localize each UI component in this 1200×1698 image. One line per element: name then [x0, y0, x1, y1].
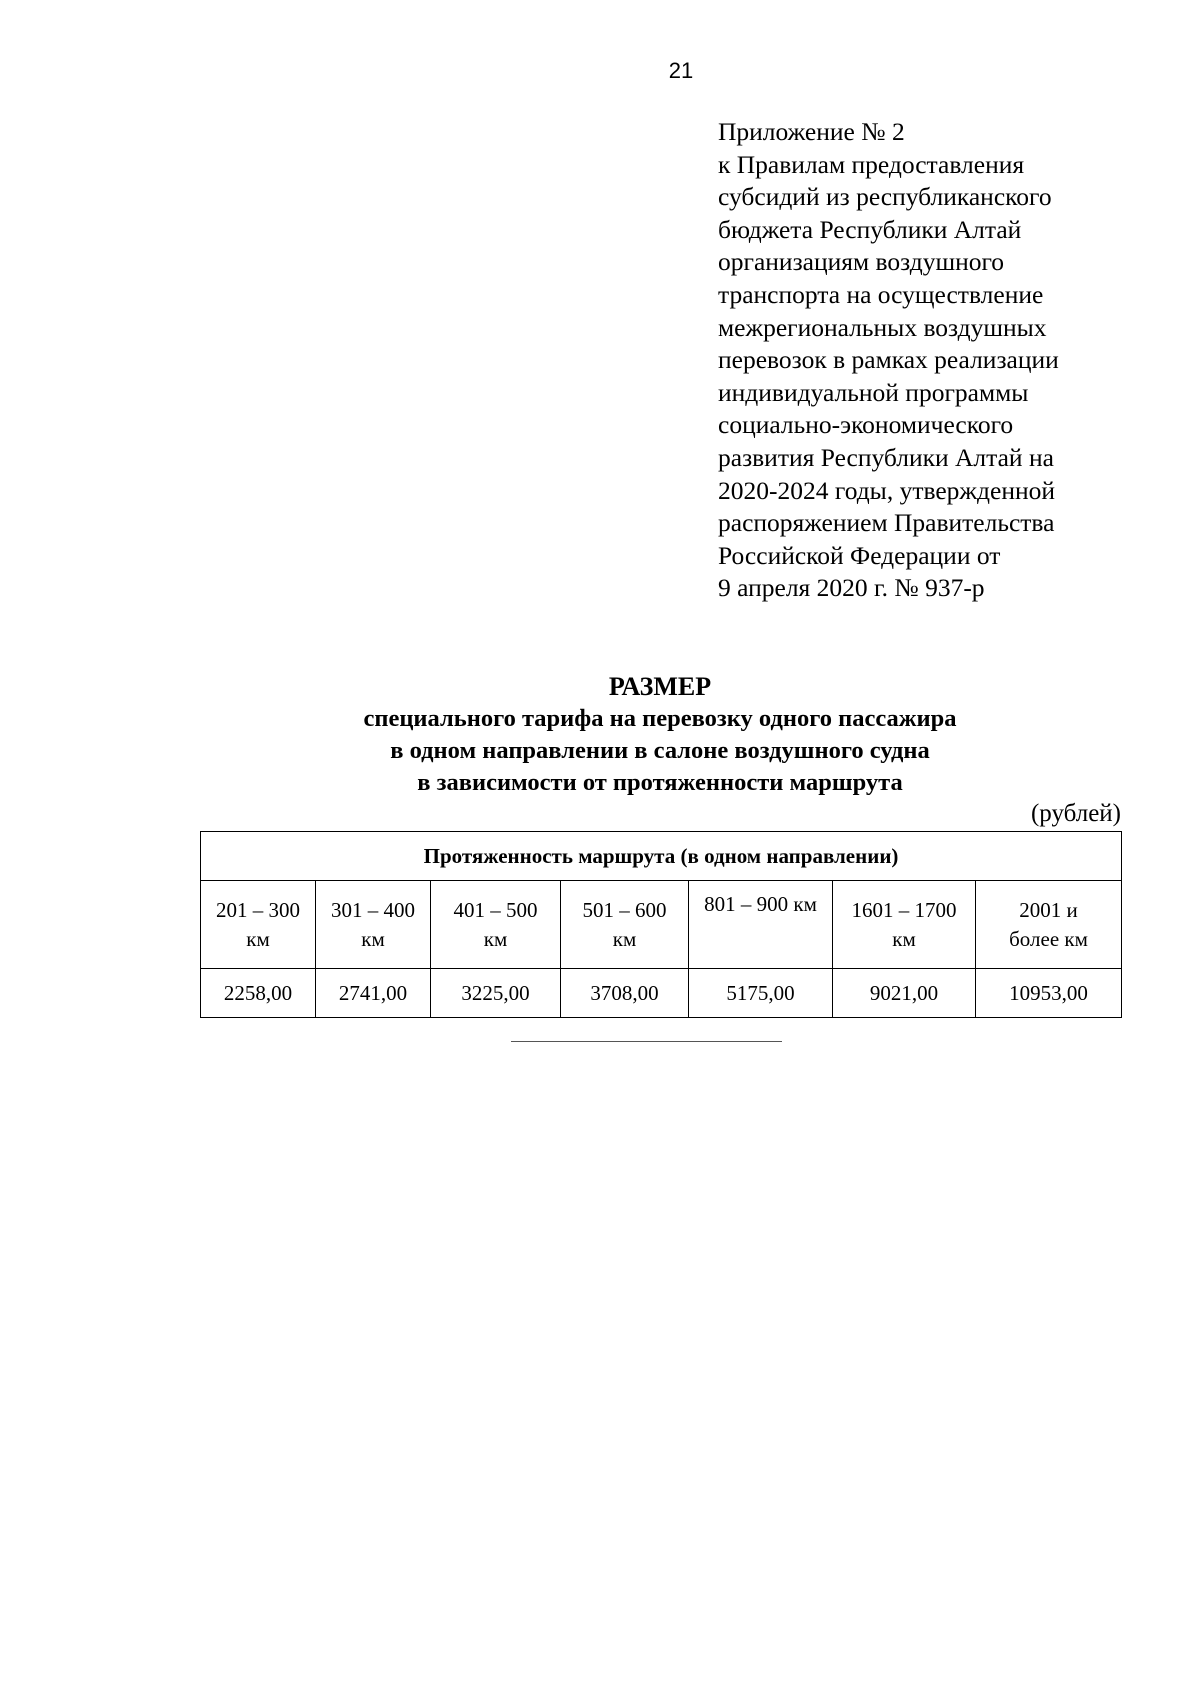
- range-unit: км: [483, 926, 508, 951]
- appendix-line: индивидуальной программы: [718, 377, 1029, 407]
- tariff-value: 2258,00: [201, 969, 316, 1018]
- tariff-value: 10953,00: [976, 969, 1122, 1018]
- range-cell: [316, 881, 431, 969]
- end-divider: [511, 1041, 782, 1042]
- range-unit: км: [361, 926, 385, 951]
- tariff-value: 3225,00: [431, 969, 561, 1018]
- range-start: 2001 и: [1019, 897, 1078, 922]
- range-start: 1601 – 1700: [851, 897, 957, 922]
- title-main: РАЗМЕР: [608, 672, 712, 701]
- title-line: специального тарифа на перевозку одного пассажира: [363, 705, 957, 732]
- appendix-line: 9 апреля 2020 г. № 937-р: [718, 573, 985, 603]
- tariff-value: 2741,00: [316, 969, 431, 1018]
- range-unit: км: [246, 926, 270, 951]
- appendix-line: субсидий из республиканского: [718, 182, 1052, 212]
- range-unit: км: [892, 926, 916, 951]
- tariff-value: 3708,00: [561, 969, 689, 1018]
- appendix-line: социально-экономического: [718, 410, 1014, 440]
- appendix-line: перевозок в рамках реализации: [718, 345, 1059, 375]
- range-header-row: [201, 881, 1122, 969]
- range-start: 501 – 600: [582, 897, 667, 922]
- range-cell: [833, 881, 976, 969]
- range-cell: [976, 881, 1122, 969]
- tariff-value: 9021,00: [833, 969, 976, 1018]
- table-header: Протяженность маршрута (в одном направлении): [201, 832, 1122, 881]
- range-cell: [689, 881, 833, 969]
- units-label: (рублей): [1030, 800, 1121, 827]
- tariff-table: [200, 831, 1122, 1018]
- appendix-reference: [718, 116, 1138, 605]
- range-start: 401 – 500: [453, 897, 538, 922]
- range-unit: км: [612, 926, 637, 951]
- appendix-line: 2020-2024 годы, утвержденной: [718, 475, 1056, 505]
- appendix-line: развития Республики Алтай на: [718, 442, 1054, 472]
- table-row: [201, 969, 1122, 1018]
- range-cell: [201, 881, 316, 969]
- appendix-line: Приложение № 2: [718, 117, 905, 146]
- range-unit: более км: [1009, 926, 1088, 951]
- range-start: 301 – 400: [331, 897, 415, 922]
- title-line: в зависимости от протяженности маршрута: [417, 769, 903, 796]
- table-header-row: [201, 832, 1122, 881]
- tariff-value: 5175,00: [689, 969, 833, 1018]
- range-cell: [561, 881, 689, 969]
- appendix-line: распоряжением Правительства: [718, 508, 1055, 538]
- appendix-line: организациям воздушного: [718, 247, 1005, 277]
- range-start: 801 – 900 км: [704, 892, 817, 916]
- appendix-line: межрегиональных воздушных: [718, 312, 1047, 342]
- appendix-line: Российской Федерации от: [718, 540, 1001, 570]
- page-number: 21: [668, 58, 694, 83]
- document-title: [200, 671, 1120, 799]
- appendix-line: к Правилам предоставления: [718, 149, 1025, 179]
- appendix-line: транспорта на осуществление: [718, 279, 1044, 309]
- range-cell: [431, 881, 561, 969]
- range-start: 201 – 300: [216, 897, 300, 922]
- appendix-line: бюджета Республики Алтай: [718, 214, 1022, 244]
- title-line: в одном направлении в салоне воздушного судна: [390, 737, 930, 764]
